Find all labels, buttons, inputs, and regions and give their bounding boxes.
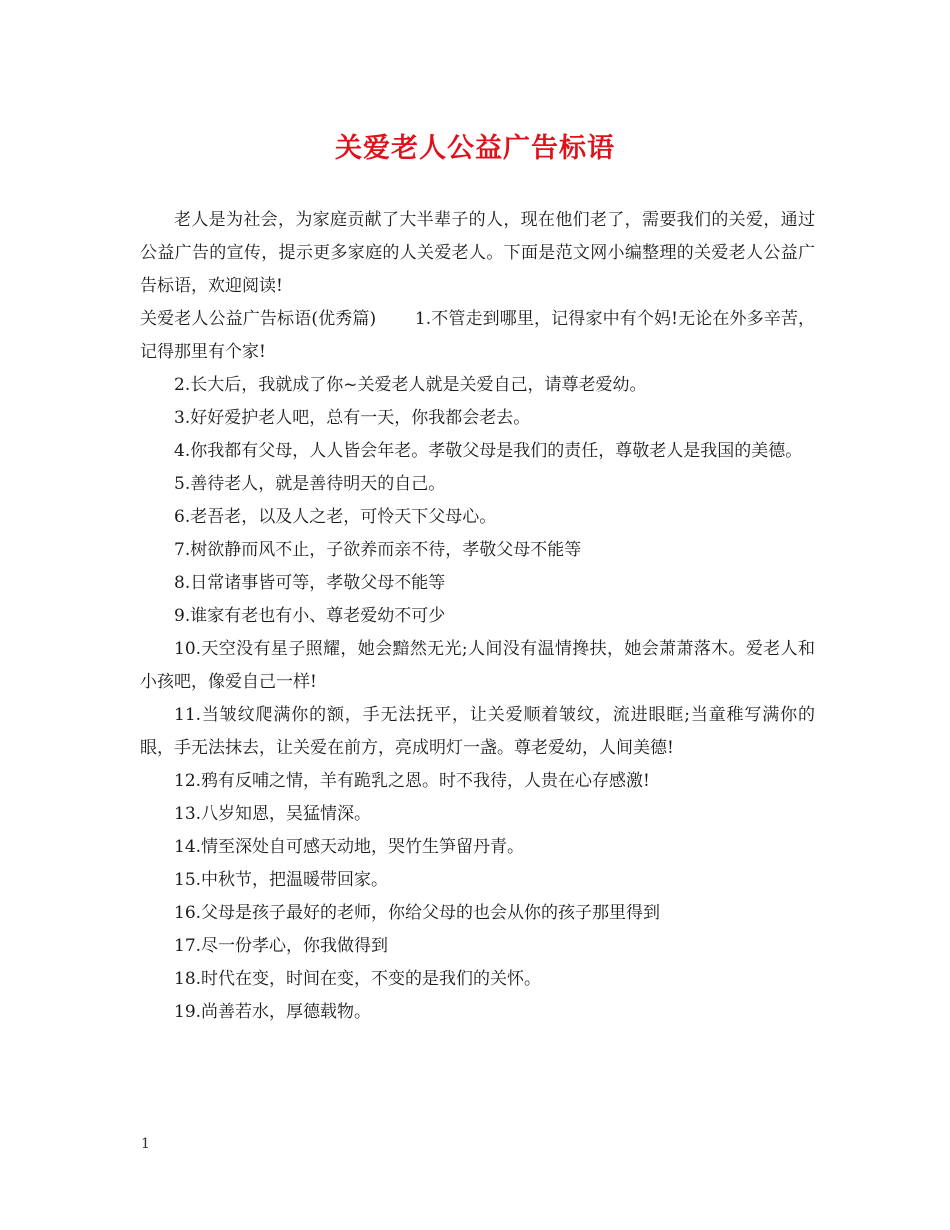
list-item: 3.好好爱护老人吧，总有一天，你我都会老去。 (174, 408, 531, 428)
page-number: 1 (141, 1136, 150, 1152)
list-item: 4.你我都有父母，人人皆会年老。孝敬父母是我们的责任，尊敬老人是我国的美德。 (174, 441, 803, 461)
list-item: 18.时代在变，时间在变，不变的是我们的关怀。 (174, 969, 542, 989)
list-item: 12.鸦有反哺之情，羊有跪乳之恩。时不我待，人贵在心存感激! (174, 771, 650, 791)
slogan-list (140, 369, 815, 1029)
document-title: 关爱老人公益广告标语 (335, 133, 615, 164)
section-heading-line (140, 303, 815, 369)
section-heading: 关爱老人公益广告标语(优秀篇) (140, 309, 377, 329)
list-item: 17.尽一份孝心，你我做得到 (174, 936, 389, 956)
list-item: 15.中秋节，把温暖带回家。 (174, 870, 389, 890)
list-item: 14.情至深处自可感天动地，哭竹生笋留丹青。 (174, 837, 525, 857)
list-item: 16.父母是孩子最好的老师，你给父母的也会从你的孩子那里得到 (174, 903, 661, 923)
list-item: 5.善待老人，就是善待明天的自己。 (174, 474, 446, 494)
list-item-1: 1.不管走到哪里，记得家中有个妈!无论在外多辛苦，记得那里有个家! (140, 309, 815, 362)
list-item: 6.老吾老，以及人之老，可怜天下父母心。 (174, 507, 497, 527)
list-item: 2.长大后，我就成了你~关爱老人就是关爱自己，请尊老爱幼。 (174, 375, 647, 395)
list-item: 13.八岁知恩，吴猛情深。 (174, 804, 372, 824)
document-body (140, 204, 815, 1029)
list-item: 19.尚善若水，厚德载物。 (174, 1002, 372, 1022)
list-item: 9.谁家有老也有小、尊老爱幼不可少 (174, 606, 446, 626)
list-item: 10.天空没有星子照耀，她会黯然无光;人间没有温情搀扶，她会萧萧落木。爱老人和小孩吧，像爱自己一样! (140, 639, 815, 692)
intro-paragraph: 老人是为社会，为家庭贡献了大半辈子的人，现在他们老了，需要我们的关爱，通过公益广告的宣传，提示更多家庭的人关爱老人。下面是范文网小编整理的关爱老人公益广告标语，欢迎阅读! (140, 210, 815, 296)
list-item: 11.当皱纹爬满你的额，手无法抚平，让关爱顺着皱纹，流进眼眶;当童稚写满你的眼，手无法抹去，让关爱在前方，亮成明灯一盏。尊老爱幼，人间美德! (140, 705, 815, 758)
list-item: 8.日常诸事皆可等，孝敬父母不能等 (174, 573, 446, 593)
list-item: 7.树欲静而风不止，子欲养而亲不待，孝敬父母不能等 (174, 540, 582, 560)
